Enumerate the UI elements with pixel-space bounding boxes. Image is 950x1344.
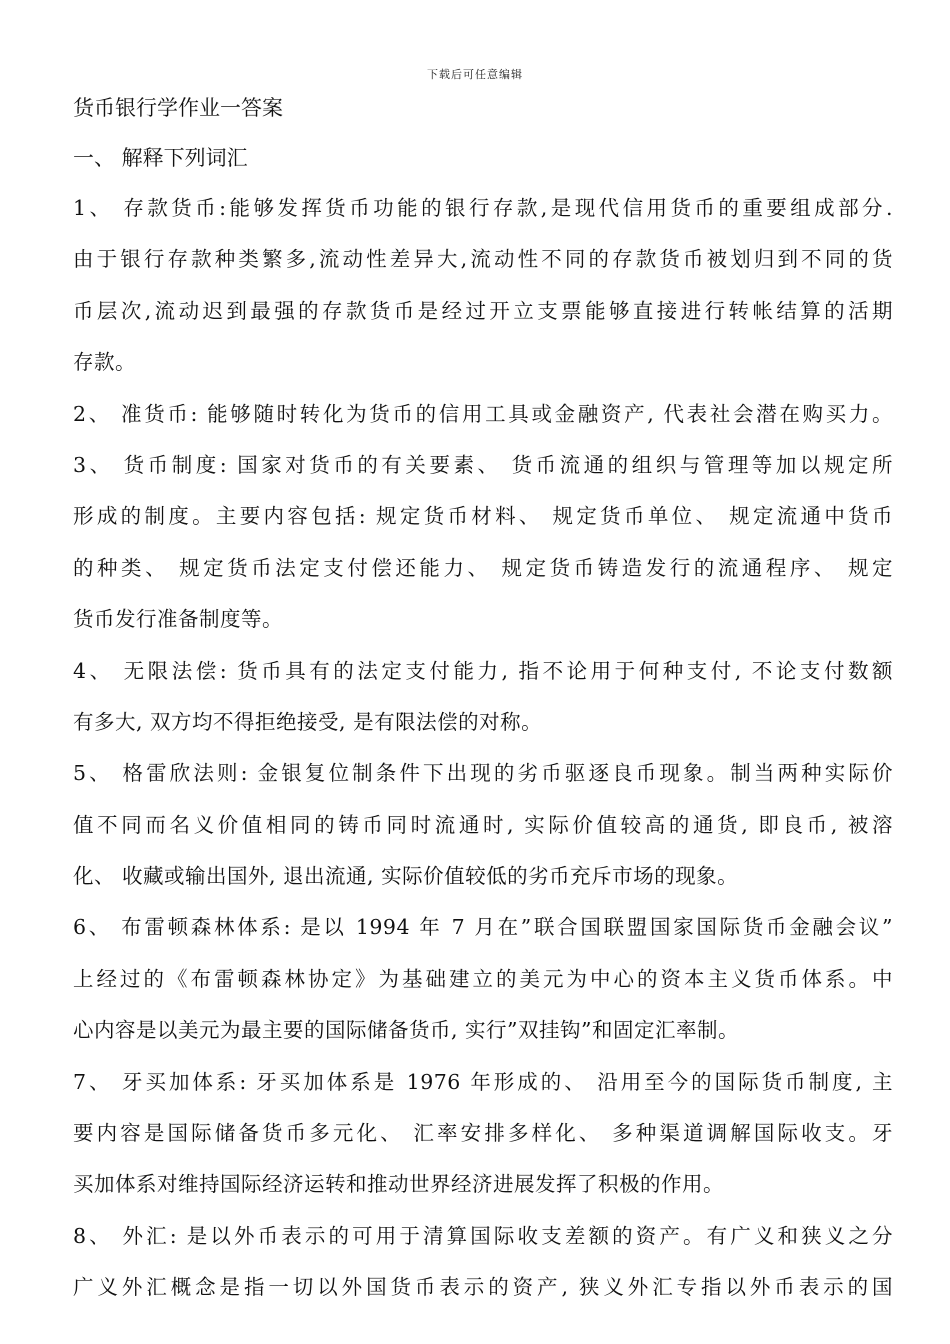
- text-line: 有多大, 双方均不得拒绝接受, 是有限法偿的对称。: [73, 709, 543, 734]
- text-line: 2、 准货币: 能够随时转化为货币的信用工具或金融资产, 代表社会潜在购买力。: [73, 401, 893, 426]
- paragraph-lines: [73, 183, 893, 1314]
- text-line: 由于银行存款种类繁多,流动性差异大,流动性不同的存款货币被划归到不同的货: [73, 247, 893, 272]
- text-line: 货币发行准备制度等。: [73, 607, 283, 632]
- text-line: 心内容是以美元为最主要的国际储备货币, 实行”双挂钩”和固定汇率制。: [73, 1018, 739, 1043]
- text-line: 化、 收藏或输出国外, 退出流通, 实际价值较低的劣币充斥市场的现象。: [73, 864, 739, 889]
- text-line: 广义外汇概念是指一切以外国货币表示的资产, 狭义外汇专指以外币表示的国: [73, 1275, 893, 1300]
- text-line: 3、 货币制度: 国家对货币的有关要素、 货币流通的组织与管理等加以规定所: [73, 452, 893, 477]
- text-line: 8、 外汇: 是以外币表示的可用于清算国际收支差额的资产。有广义和狭义之分: [73, 1223, 893, 1248]
- section-heading: 一、 解释下列词汇: [73, 146, 248, 170]
- document-title: 货币银行学作业一答案: [73, 96, 283, 120]
- text-line: 上经过的《布雷顿森林协定》为基础建立的美元为中心的资本主义货币体系。中: [73, 966, 893, 991]
- document-body: [73, 83, 893, 1314]
- header-note: 下载后可任意编辑: [427, 68, 523, 81]
- text-line: 买加体系对维持国际经济运转和推动世界经济进展发挥了积极的作用。: [73, 1172, 724, 1197]
- text-line: 要内容是国际储备货币多元化、 汇率安排多样化、 多种渠道调解国际收支。牙: [73, 1121, 893, 1146]
- text-line: 币层次,流动迟到最强的存款货币是经过开立支票能够直接进行转帐结算的活期: [73, 298, 893, 323]
- text-line: 值不同而名义价值相同的铸币同时流通时, 实际价值较高的通货, 即良币, 被溶: [73, 812, 893, 837]
- text-line: 1、 存款货币:能够发挥货币功能的银行存款,是现代信用货币的重要组成部分.: [73, 196, 893, 220]
- text-line: 的种类、 规定货币法定支付偿还能力、 规定货币铸造发行的流通程序、 规定: [73, 555, 893, 580]
- text-line: 5、 格雷欣法则: 金银复位制条件下出现的劣币驱逐良币现象。制当两种实际价: [73, 761, 893, 786]
- text-line: 6、 布雷顿森林体系: 是以 1994 年 7 月在”联合国联盟国家国际货币金融会议”: [73, 915, 893, 940]
- text-line: 存款。: [73, 350, 136, 375]
- text-line: 4、 无限法偿: 货币具有的法定支付能力, 指不论用于何种支付, 不论支付数额: [73, 658, 893, 683]
- text-line: 7、 牙买加体系: 牙买加体系是 1976 年形成的、 沿用至今的国际货币制度, 主: [73, 1069, 893, 1094]
- text-line: 形成的制度。主要内容包括: 规定货币材料、 规定货币单位、 规定流通中货币: [73, 504, 893, 529]
